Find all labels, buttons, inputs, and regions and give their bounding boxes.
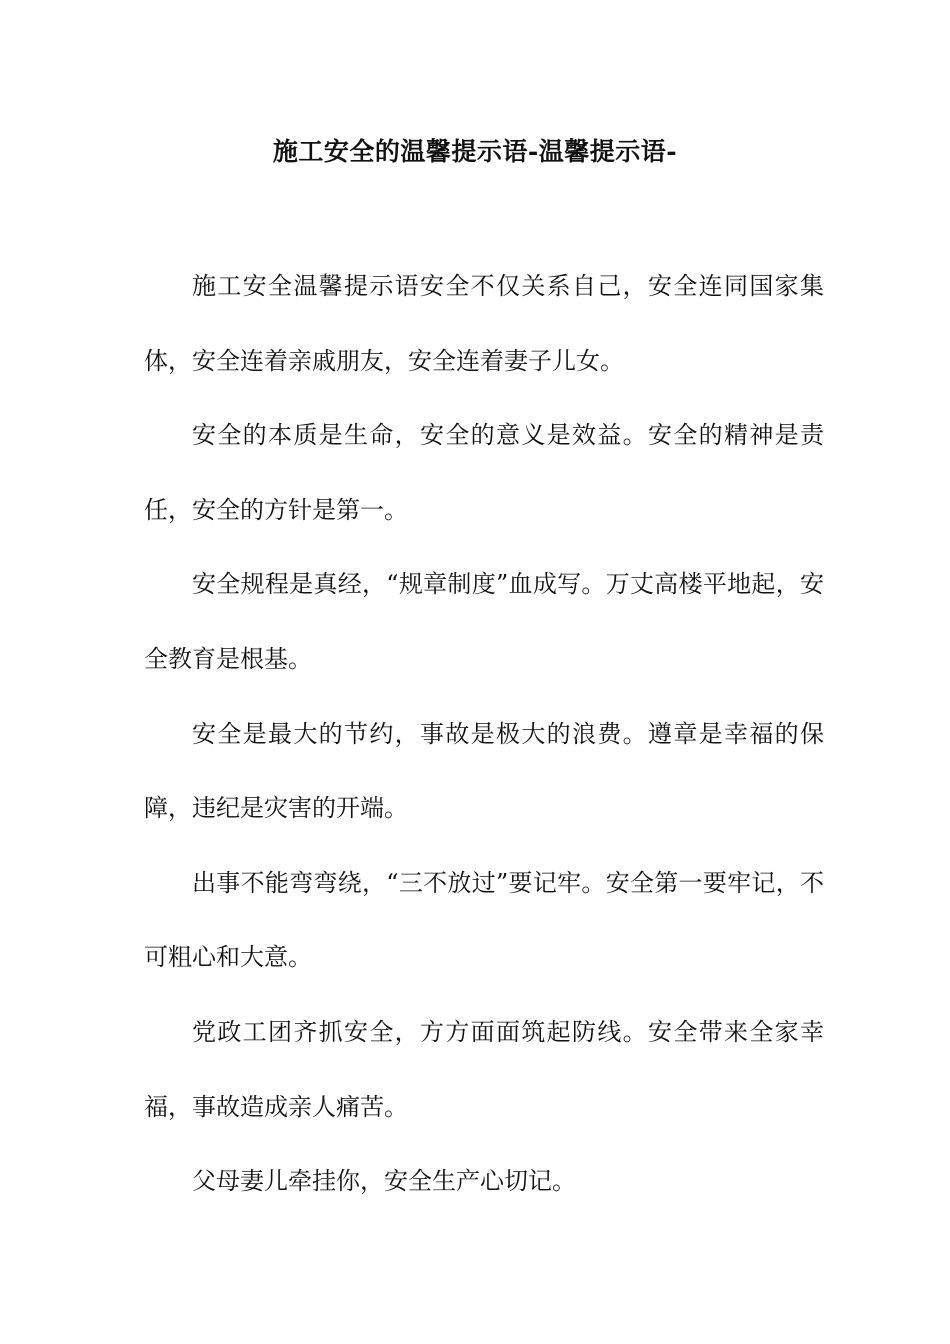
paragraph-1: 施工安全温馨提示语安全不仅关系自己，安全连同国家集体，安全连着亲戚朋友，安全连着妻子儿女。 — [144, 272, 824, 375]
document-title: 施工安全的温馨提示语-温馨提示语- — [272, 137, 678, 166]
paragraph-5: 出事不能弯弯绕，“三不放过”要记牢。安全第一要牢记，不可粗心和大意。 — [144, 868, 824, 972]
paragraph-6: 党政工团齐抓安全，方方面面筑起防线。安全带来全家幸福，事故造成亲人痛苦。 — [144, 1017, 824, 1121]
paragraph-2: 安全的本质是生命，安全的意义是效益。安全的精神是责任，安全的方针是第一。 — [144, 421, 824, 524]
paragraph-3: 安全规程是真经，“规章制度”血成写。万丈高楼平地起，安全教育是根基。 — [144, 570, 824, 673]
paragraph-4: 安全是最大的节约，事故是极大的浪费。遵章是幸福的保障，违纪是灾害的开端。 — [144, 719, 824, 823]
paragraph-7: 父母妻儿牵挂你，安全生产心切记。 — [192, 1167, 576, 1196]
document-body — [144, 249, 824, 1219]
